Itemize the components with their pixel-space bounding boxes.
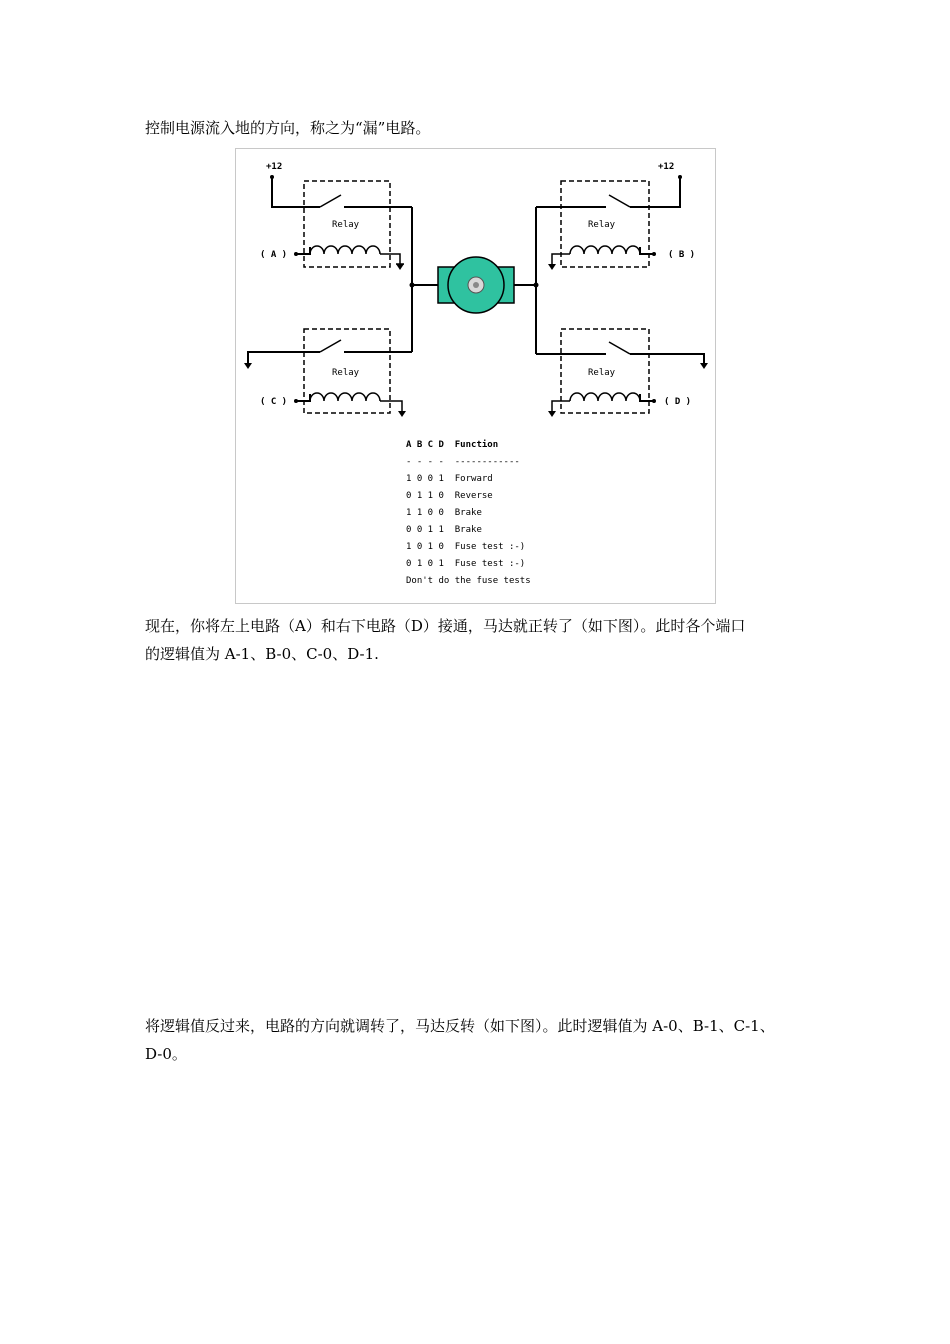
port-label-d: ( D ) bbox=[664, 397, 692, 407]
port-label-c: ( C ) bbox=[260, 397, 288, 407]
supply-label-right: +12 bbox=[658, 162, 675, 172]
motor-icon bbox=[438, 257, 514, 313]
supply-label-left: +12 bbox=[266, 162, 283, 172]
truth-table-footer: Don't do the fuse tests bbox=[406, 576, 531, 586]
truth-table-row: 1 0 1 0 Fuse test :-) bbox=[406, 542, 526, 552]
relay-label-c: Relay bbox=[332, 368, 360, 378]
paragraph-line: 的逻辑值为 A-1、B-0、C-0、D-1. bbox=[145, 645, 379, 663]
truth-table-row: 0 1 1 0 Reverse bbox=[406, 491, 493, 501]
port-label-b: ( B ) bbox=[668, 250, 696, 260]
relay-b bbox=[536, 177, 680, 285]
truth-table-row: 1 0 0 1 Forward bbox=[406, 474, 493, 484]
relay-c bbox=[248, 285, 412, 413]
truth-table-row: 0 0 1 1 Brake bbox=[406, 525, 482, 535]
paragraph-forward bbox=[145, 612, 745, 668]
relay-label-a: Relay bbox=[332, 220, 360, 230]
relay-d bbox=[536, 285, 704, 413]
truth-table bbox=[406, 439, 531, 586]
paragraph-line: D-0。 bbox=[145, 1045, 187, 1063]
port-label-a: ( A ) bbox=[260, 250, 288, 260]
relay-label-d: Relay bbox=[588, 368, 616, 378]
paragraph-line: 将逻辑值反过来，电路的方向就调转了，马达反转（如下图）。此时逻辑值为 A-0、B-1、C-1、 bbox=[145, 1017, 775, 1035]
relay-a bbox=[272, 177, 412, 285]
paragraph-reverse bbox=[145, 1012, 775, 1068]
truth-table-separator: - - - - ------------ bbox=[406, 457, 520, 467]
relay-label-b: Relay bbox=[588, 220, 616, 230]
h-bridge-relay-diagram bbox=[235, 148, 716, 604]
truth-table-row: 0 1 0 1 Fuse test :-) bbox=[406, 559, 526, 569]
truth-table-row: 1 1 0 0 Brake bbox=[406, 508, 482, 518]
paragraph-intro: 控制电源流入地的方向，称之为“漏”电路。 bbox=[145, 119, 431, 137]
paragraph-line: 现在，你将左上电路（A）和右下电路（D）接通，马达就正转了（如下图）。此时各个端口 bbox=[145, 617, 746, 635]
truth-table-header: A B C D Function bbox=[406, 440, 499, 450]
